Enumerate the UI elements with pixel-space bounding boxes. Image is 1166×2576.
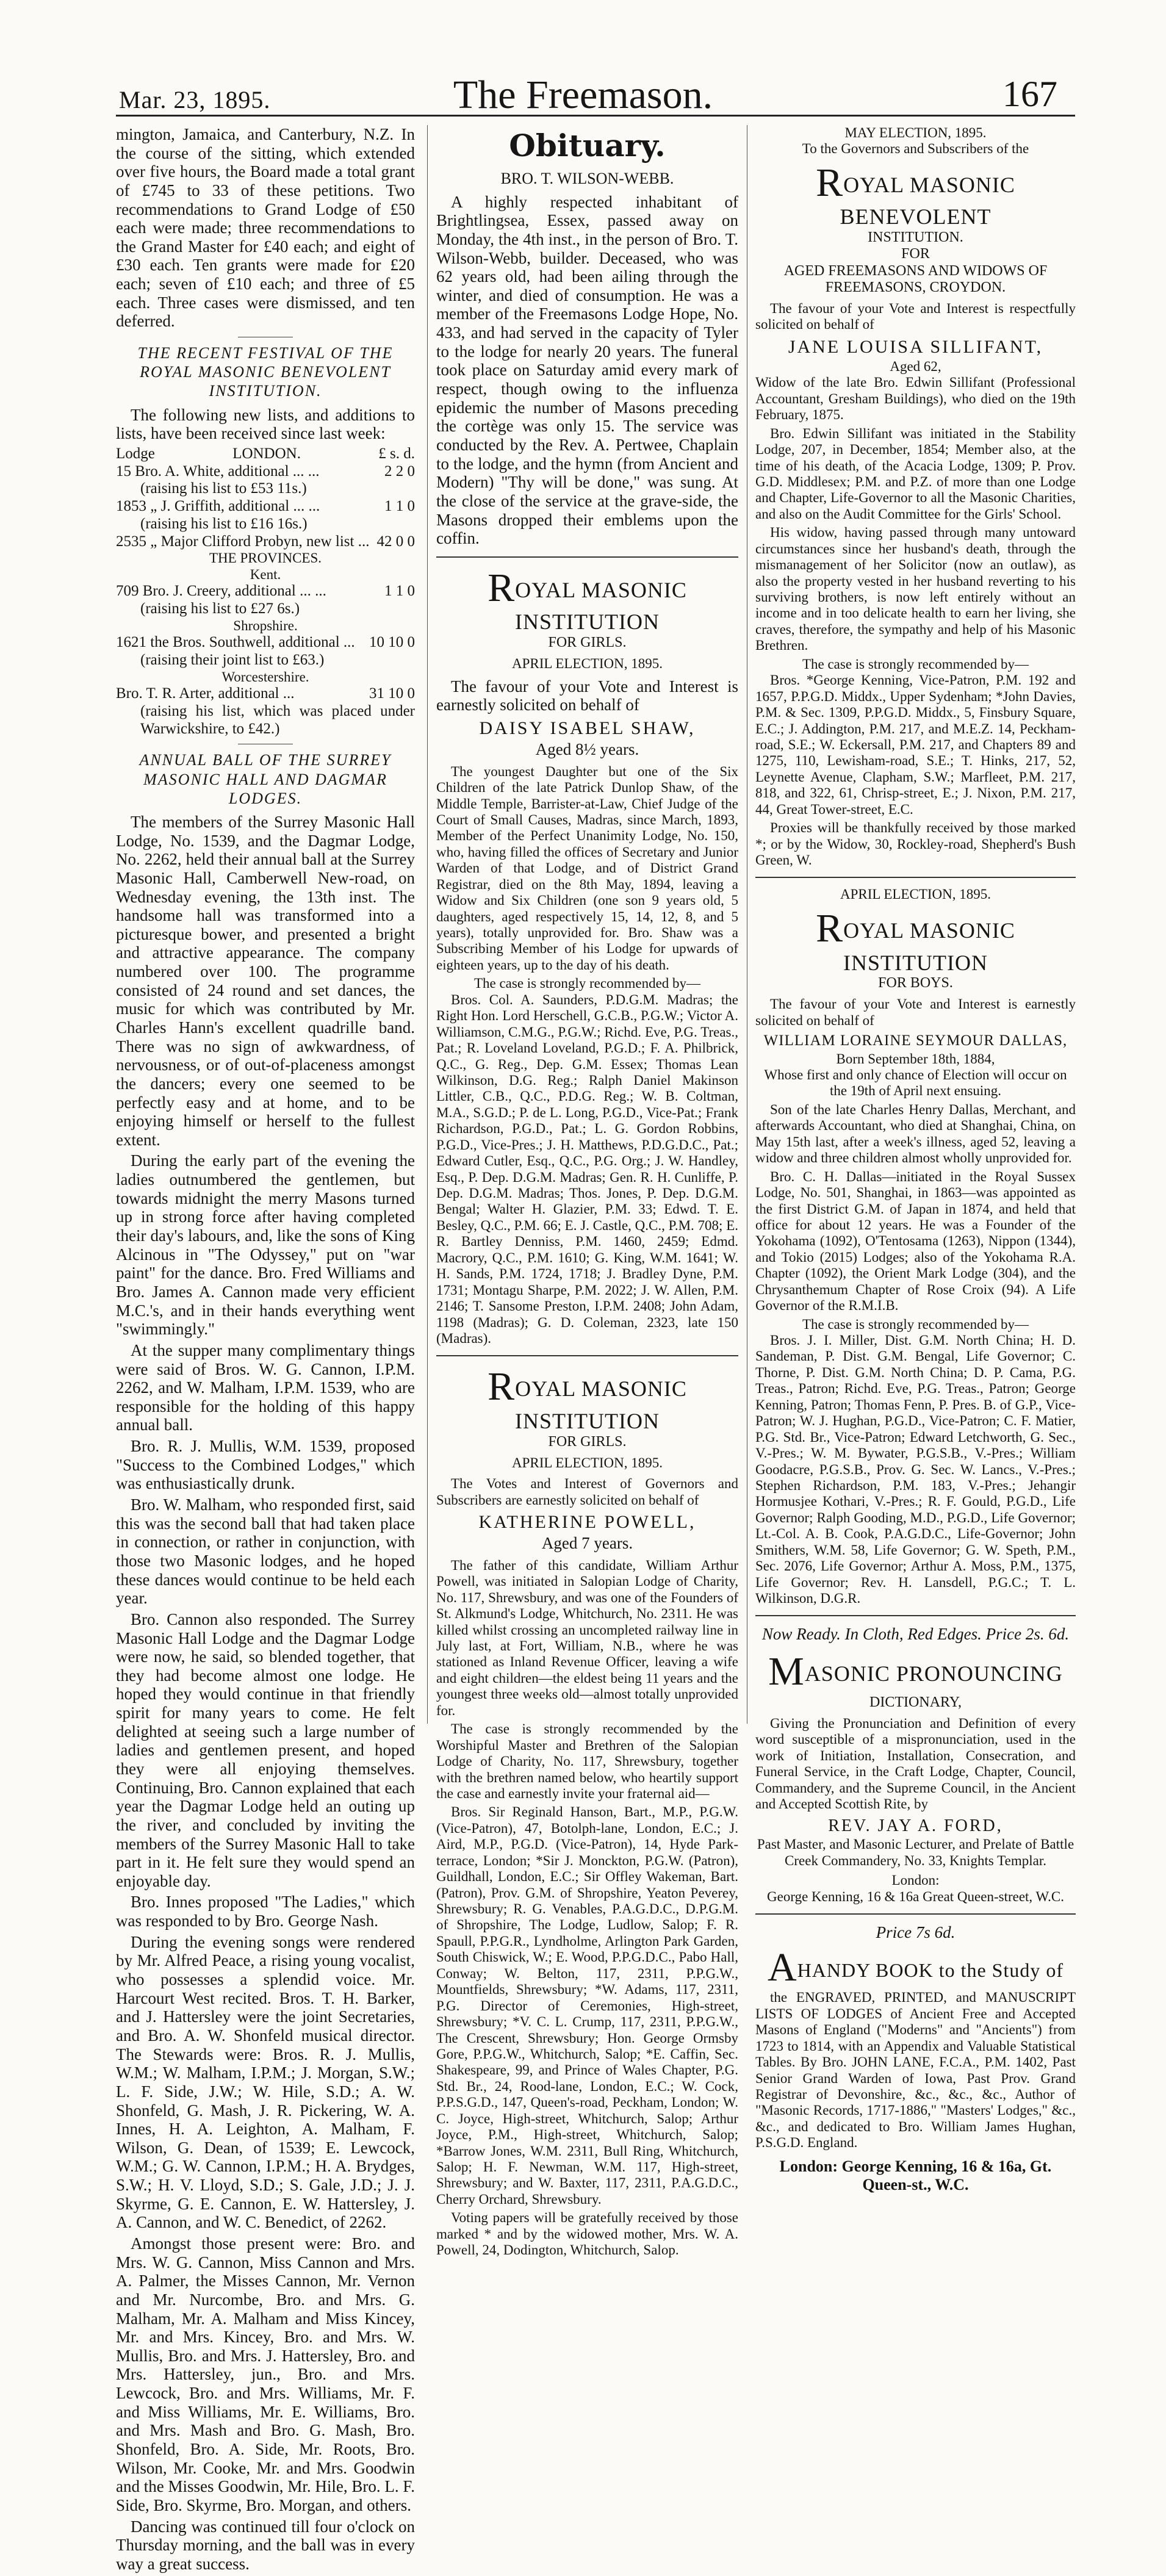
paragraph: The members of the Surrey Masonic Hall Lodge, No. 1539, and the Dagmar Lodge, No. 2262, held their annual ball at the Surrey Masonic Hall, Camberwell New-road, on Wednesday evening, the 13th inst. The handsome hall was transformed into a picturesque bower, and presented a bright and attractive appearance. The company numbered over 100. The programme consisted of 24 round and set dances, the music for which was contributed by Mr. Charles Hann's excellent quadrille band. There was no sign of awkwardness, of nervousness, or of out-of-placeness amongst the dancers; every one seemed to be perfectly easy and at home, and to be enjoying himself or herself to the fullest extent. (116, 812, 415, 1149)
election-date: APRIL ELECTION, 1895. (840, 887, 991, 902)
festival-intro: The following new lists, and additions to lists, have been received since last week: (116, 405, 415, 443)
paragraph: During the early part of the evening the ladies outnumbered the gentlemen, but towards midnight the merry Masons turned up in strong force after having completed their day's labours, and, like the sons of King Alcinous in "The Odyssey," put on "war paint" for the dance. Bro. Fred Williams and Bro. James A. Cannon made very efficient M.C.'s, and in their hands everything went "swimmingly." (116, 1151, 415, 1339)
list-entry: 1853 „ J. Griffith, additional ... ... (116, 498, 320, 515)
list-amount: 1 1 0 (384, 583, 415, 600)
paragraph: Bro. W. Malham, who responded first, said this was the second ball that had taken place in connection, or rather in conjunction, with those two Masonic lodges, and he hoped these dances would continue to be held each year. (116, 1495, 415, 1608)
paragraph: At the supper many complimentary things were said of Bros. W. G. Cannon, I.P.M. 2262, and W. Malham, I.P.M. 1539, who are responsible for the holding of this happy annual ball. (116, 1340, 415, 1434)
column-1 (116, 125, 415, 2576)
recommendation-label: The case is strongly recommended by— (802, 656, 1029, 672)
list-amount: 31 10 0 (369, 685, 415, 702)
book-availability: Now Ready. In Cloth, Red Edges. Price 2s. 6d. (761, 1625, 1070, 1644)
book-description: the ENGRAVED, PRINTED, and MANUSCRIPT LISTS OF LODGES of Ancient Free and Accepted Masons of England ("Moderns" and "Ancients") from 1723 to 1814, with an Appendix and Valuable Statistical Tables. By Bro. JOHN LANE, F.C.A., P.M. 1402, Past Senior Grand Warden of Iowa, Past Prov. Grand Registrar of Devonshire, &c., &c., &c., Author of "Masonic Records, 1717-1886," "Masters' Lodges," &c., &c., and dedicated to Bro. William James Hughan, P.S.G.D. England. (755, 1990, 1076, 2151)
advert-heading: ROYAL MASONIC INSTITUTION (488, 565, 687, 635)
election-date: APRIL ELECTION, 1895. (511, 1455, 663, 1470)
recommenders-list: Bros. Sir Reginald Hanson, Bart., M.P., P.G.W. (Vice-Patron), 47, Botolph-lane, London, E.C.; J. Aird, M.P., P.G.D. (Vice-Patron), 14, Hyde Park-terrace, London; *Sir J. Monckton, P.G.W. (Patron), Guildhall, London, E.C.; Sir Offley Wakeman, Bart. (Patron), Prov. G.M. of Shropshire, Yeaton Peverey, Shrewsbury; R. G. Venables, P.A.G.D.C., D.P.G.M. of Shropshire, The Lodge, Ludlow, Salop; F. R. Spaull, P.P.G.R., Lyndholme, Arlington Park Garden, South Chiswick, W.; E. Wood, P.P.G.D.C., Pabo Hall, Conway; W. Belton, 117, 2311, P.P.G.W., Mountfields, Shrewsbury; *W. Adams, 117, 2311, P.G. Director of Ceremonies, High-street, Shrewsbury; *V. C. L. Crump, 117, 2311, P.P.G.W., The Crescent, Shrewsbury; Hon. George Ormsby Gore, P.P.G.W., Whitchurch, Salop; *E. Caffin, Sec. Shakespeare, 99, and Prince of Wales Chapter, P.G. Std. Br., 24, Rood-lane, London, E.C.; W. Cock, P.P.S.G.D., 147, Queen's-road, Peckham, London; W. C. Joyce, High-street, Whitchurch, Salop; Arthur Joyce, P.M., High-street, Whitchurch, Salop; *Barrow Jones, W.M. 2311, Bull Ring, Whitchurch, Salop; H. F. Newman, W.M. 117, High-street, Shrewsbury; and W. Baxter, 117, 2311, P.A.G.D.C., Cherry Orchard, Shrewsbury. (436, 1804, 738, 2207)
advert-heading: AHANDY BOOK to the Study of (767, 1945, 1064, 1990)
section-label: Kent. (250, 566, 281, 582)
candidate-age: Aged 7 years. (541, 1534, 633, 1553)
ball-heading: ANNUAL BALL OF THE SURREY MASONIC HALL AND DAGMAR LODGES. (139, 751, 392, 807)
candidate-details: Bro. C. H. Dallas—initiated in the Royal Sussex Lodge, No. 501, Shanghai, in 1863—was appointed as the first District G.M. of Japan in 1874, and held that office for about 12 years. He was a Founder of the Yokohama (1092), O'Tentosama (1263), Nippon (1344), and Tokio (2015) Lodges; also of the Yokohama R.A. Chapter (1092), the Orient Mark Lodge (304), and the Chrysanthemum Chapter of Rose Croix (94). A Life Governor of the R.M.I.B. (755, 1168, 1076, 1314)
publisher-address: London: George Kenning, 16 & 16a, Gt. Queen-st., W.C. (779, 2157, 1052, 2193)
list-amount: 1 1 0 (384, 498, 415, 515)
recommenders-list: Bros. J. I. Miller, Dist. G.M. North China; H. D. Sandeman, P. Dist. G.M. Bengal, Life Governor; C. Thorne, P. Dist. G.M. North China; D. P. Cama, P.G. Treas., Patron; Richd. Eve, P.G. Treas., Patron; George Kenning, Patron; Thomas Fenn, P. Pres. B. of G.P., Vice-Patron; W. J. Hughan, P.G.D., Vice-Patron; C. F. Matier, P.G. Std. Br., Vice-Patron; Edward Letchworth, G. Sec., V.-Pres.; W. M. Bywater, P.G.S.B., V.-Pres.; William Goodacre, P.G.S.B., Prov. G. Sec. W. Lancs., V.-Pres.; Stephen Richardson, P.M. 183, V.-Pres.; Jehangir Hormusjee Kothari, V.-Pres.; R. F. Gould, P.G.D., Life Governor; Ralph Gooding, M.D., P.G.D., Life Governor; Lt.-Col. A. B. Cook, P.A.G.D.C., Life-Governor; John Smithers, W.M. 58, Life Governor; G. W. Speth, P.M., Sec. 2076, Life Governor; Arthur A. Moss, P.M., 1375, Life Governor; Rev. H. Lansdell, P.G.C.; T. L. Wilkinson, D.G.R. (755, 1333, 1076, 1606)
list-header: Lodge LONDON. £ s. d. (116, 445, 415, 462)
article-continuation: mington, Jamaica, and Canterbury, N.Z. In the course of the sitting, which extended over five hours, the Board made a total grant of £745 to 33 of these petitions. Two recommendations to Grand Lodge of £50 each were made; three recommendations to the Grand Master for £40 each; and eight of £30 each. Ten grants were made for £20 each; seven of £10 each; and three of £5 each. Three cases were dismissed, and ten deferred. (116, 125, 415, 331)
divider (436, 1355, 738, 1356)
advert-subheading: FOR GIRLS. (548, 1433, 627, 1450)
page-number: 167 (1002, 74, 1057, 114)
advert-subheading: DICTIONARY, (869, 1694, 962, 1710)
publisher-label: London: (891, 1873, 940, 1888)
candidate-details: Son of the late Charles Henry Dallas, Merchant, and afterwards Accountant, who died at Shanghai, China, on May 15th last, after a week's illness, aged 52, leaving a widow and three children almost wholly unprovided for. (755, 1101, 1076, 1166)
paragraph: Bro. R. J. Mullis, W.M. 1539, proposed "Success to the Combined Lodges," which was enthusiastically drunk. (116, 1437, 415, 1493)
candidate-name: WILLIAM LORAINE SEYMOUR DALLAS, (763, 1032, 1068, 1049)
column-2 (436, 125, 738, 2261)
candidate-details: Bro. Edwin Sillifant was initiated in the Stability Lodge, 207, in December, 1854; Member also, at the time of his death, of the Acacia Lodge, 1309; P. Prov. G.D. Middlesex; P.M. and P.Z. of more than one Lodge and Chapter, Life-Governor to all the Masonic Charities, and also on the Audit Committee for the Girls' School. (755, 425, 1076, 522)
proxies-note: Proxies will be thankfully received by those marked *; or by the Widow, 30, Rockley-road, Shepherd's Bush Green, W. (755, 820, 1076, 868)
candidate-age: Aged 8½ years. (535, 740, 639, 758)
advert-subheading: FOR (901, 246, 930, 262)
book-author: REV. JAY A. FORD, (828, 1816, 1003, 1835)
list-amount: 42 0 0 (376, 533, 415, 550)
obituary-text: A highly respected inhabitant of Brightlingsea, Essex, passed away on Monday, the 4th inst., in the person of Bro. T. Wilson-Webb, builder. Deceased, who was 62 years old, had been ailing through the winter, and died of consumption. He was a member of the Freemasons Lodge Hope, No. 433, and had served in the capacity of Tyler to the lodge for nearly 20 years. The funeral took place on Saturday amid every mark of respect, though owing to the influenza epidemic the number of Masons preceding the cortège was only 15. The service was conducted by the Rev. A. Pertwee, Chaplain to the lodge, and the hymn (from Ancient and Modern) "Thy will be done," was sung. At the close of the service at the grave-side, the Masons dropped their emblems upon the coffin. (436, 192, 738, 548)
appeal-text: The favour of your Vote and Interest is earnestly solicited on behalf of (436, 677, 738, 714)
newspaper-title: The Freemason. (453, 73, 713, 117)
candidate-age: Aged 62, (890, 358, 941, 374)
voting-note: Voting papers will be gratefully received by those marked * and by the widowed mother, Mrs. W. A. Powell, 24, Dodington, Whitchurch, Salop. (436, 2210, 738, 2258)
list-amount: 2 2 0 (384, 462, 415, 480)
advert-subheading: FOR GIRLS. (548, 635, 627, 650)
list-entry: (raising his list, which was placed under Warwickshire, to £42.) (140, 702, 415, 737)
advert-heading: ROYAL MASONIC BENEVOLENT (816, 160, 1015, 229)
candidate-name: JANE LOUISA SILLIFANT, (788, 336, 1043, 357)
masthead-rule (116, 115, 1075, 117)
divider (755, 1913, 1076, 1915)
obituary-name: BRO. T. WILSON-WEBB. (500, 169, 674, 187)
election-date: APRIL ELECTION, 1895. (511, 656, 663, 672)
column-3 (755, 125, 1076, 2193)
advert-heading: ROYAL MASONIC INSTITUTION (488, 1364, 687, 1433)
candidate-details: Widow of the late Bro. Edwin Sillifant (Professional Accountant, Gresham Buildings), who died on the 19th February, 1875. (755, 375, 1076, 423)
paragraph: During the evening songs were rendered by Mr. Alfred Peace, a rising young vocalist, who possesses a splendid voice. Mr. Harcourt West recited. Bros. T. H. Barker, and J. Hattersley were the joint Secretaries, and Bro. A. W. Shonfeld musical director. The Stewards were: Bros. R. J. Mullis, W.M.; W. Malham, I.P.M.; J. Morgan, S.W.; L. F. Side, J.W.; W. Hile, S.D.; A. W. Shonfeld, G. Mash, J. R. Pickering, W. A. Innes, H. A. Leighton, A. Malham, F. Wilson, G. Dean, of 1539; E. Lewcock, W.M.; G. W. Cannon, I.P.M.; H. A. Brydges, S.W.; H. V. Lloyd, S.D.; S. Gale, J.D.; J. J. Skyrme, G. E. Cannon, E. W. Hattersley, J. A. Cannon, and W. C. Benedict, of 2262. (116, 1932, 415, 2232)
list-entry: (raising his list to £53 11s.) (140, 480, 307, 497)
divider (755, 1615, 1076, 1616)
section-label: Shropshire. (233, 617, 298, 633)
paragraph: Bro. Cannon also responded. The Surrey Masonic Hall Lodge and the Dagmar Lodge were now, he said, so blended together, that they had become almost one lodge. He hoped they would continue in that friendly spirit for many years to come. He felt delighted at seeing such a large number of ladies and gentlemen present, and hoped they were all enjoying themselves. Continuing, Bro. Cannon explained that each year the Dagmar Lodge held an outing up the river, and concluded by inviting the members of the Surrey Masonic Hall to take part in it. He felt sure they would spend an enjoyable day. (116, 1610, 415, 1890)
section-label: Worcestershire. (221, 669, 309, 685)
recommenders-list: Bros. Col. A. Saunders, P.D.G.M. Madras; the Right Hon. Lord Herschell, G.C.B., P.G.W.; Victor A. Williamson, C.M.G., P.G.W.; Richd. Eve, P.G. Treas., Pat.; R. Loveland Loveland, P.G.D.; F. A. Philbrick, Q.C., G. Reg., Dep. G.M. Essex; Thomas Lean Wilkinson, D.G. Reg.; Ralph Daniel Makinson Littler, C.B., Q.C., P.D.G. Reg.; W. B. Coltman, M.A., S.G.D.; P. de L. Long, P.G.D., Vice-Pat.; Frank Richardson, P.G.D., Pat.; L. G. Gordon Robbins, P.G.D., Vice-Pres.; J. H. Matthews, P.D.G.D.C., Pat.; Edward Cutler, Esq., Q.C., P.G. Org.; J. W. Handley, Esq., P. Dep. D.G.M. Madras; Gen. R. H. Cunliffe, P. Dep. D.G.M. Madras; Thos. Jones, P. Dep. D.G.M. Bengal; Walter H. Glazier, P.M. 33; Edwd. T. E. Besley, Q.C., P.M. 66; E. J. Castle, Q.C., P.M. 708; E. R. Bartley Denniss, P.M. 1460, 2459; Edmd. Macrory, Q.C., P.M. 1610; G. King, W.M. 1641; W. H. Sands, P.M. 1724, 1718; J. Bradley Dyne, P.M. 1731; Montagu Sharpe, P.M. 2022; J. W. Allen, P.M. 2146; T. Sansome Preston, I.P.M. 2408; John Adam, 1198 (Madras); G. D. Coleman, 2323, late 150 (Madras). (436, 991, 738, 1346)
election-note: Whose first and only chance of Election will occur on the 19th of April next ensuing. (764, 1067, 1067, 1099)
list-entry: 15 Bro. A. White, additional ... ... (116, 462, 320, 480)
address-line: To the Governors and Subscribers of the (802, 141, 1029, 157)
book-price: Price 7s 6d. (876, 1923, 955, 1942)
recommendation-text: The case is strongly recommended by the Worshipful Master and Brethren of the Salopian Lodge of Charity, No. 117, Shrewsbury, together with the brethren named below, who heartily support the case and earnestly invite your fraternal aid— (436, 1721, 738, 1801)
appeal-text: The favour of your Vote and Interest is earnestly solicited on behalf of (755, 996, 1076, 1028)
publisher-address: George Kenning, 16 & 16a Great Queen-street, W.C. (767, 1888, 1064, 1904)
recommendation-label: The case is strongly recommended by— (473, 976, 701, 991)
section-label: THE PROVINCES. (209, 550, 322, 566)
festival-heading: THE RECENT FESTIVAL OF THE ROYAL MASONIC BENEVOLENT INSTITUTION. (137, 344, 394, 400)
candidate-details: The father of this candidate, William Arthur Powell, was initiated in Salopian Lodge of Charity, No. 117, Shrewsbury, and was one of the Founders of St. Alkmund's Lodge, Whitchurch, No. 2311. He was killed whilst crossing an uncompleted railway line in July last, at Fort, William, N.B., where he was stationed as Inland Revenue Officer, leaving a wife and eight children—the eldest being 11 years and the youngest three weeks old—almost totally unprovided for. (436, 1557, 738, 1718)
recommendation-label: The case is strongly recommended by— (802, 1316, 1029, 1332)
candidate-details: His widow, having passed through many untoward circumstances since her husband's death, through the mismanagement of her Solicitor (now an outlaw), as also the property vested in her husband reverting to his surviving brothers, is now left entirely without an income and in too delicate health to earn her living, she craves, therefore, the sympathy and help of his Masonic Brethren. (755, 525, 1076, 653)
candidate-name: KATHERINE POWELL, (478, 1512, 696, 1533)
list-entry: 709 Bro. J. Creery, additional ... ... (116, 583, 326, 600)
advert-subheading: AGED FREEMASONS AND WIDOWS OF FREEMASONS, CROYDON. (783, 262, 1048, 295)
advert-heading: MASONIC PRONOUNCING (768, 1649, 1063, 1694)
advert-heading: ROYAL MASONIC INSTITUTION (816, 905, 1015, 975)
list-entry: (raising his list to £16 16s.) (140, 515, 308, 532)
appeal-text: The favour of your Vote and Interest is respectfully solicited on behalf of (755, 301, 1076, 333)
obituary-heading: Obituary. (509, 128, 666, 164)
candidate-name: DAISY ISABEL SHAW, (479, 718, 696, 738)
book-description: Giving the Pronunciation and Definition of every word susceptible of a mispronunciation, used in the work of Initiation, Installation, Consecration, and Funeral Service, in the Craft Lodge, Chapter, Council, Commandery, and the Supreme Council, in the Ancient and Accepted Scottish Rite, by (755, 1715, 1076, 1812)
issue-date: Mar. 23, 1895. (119, 86, 271, 113)
advert-subheading: INSTITUTION. (868, 229, 963, 246)
author-description: Past Master, and Masonic Lecturer, and Prelate of Battle Creek Commandery, No. 33, Knights Templar. (757, 1837, 1074, 1868)
paragraph: Bro. Innes proposed "The Ladies," which was responded to by Bro. George Nash. (116, 1893, 415, 1930)
list-entry: (raising his list to £27 6s.) (140, 600, 300, 617)
list-entry: (raising their joint list to £63.) (140, 651, 325, 668)
paragraph: Dancing was continued till four o'clock on Thursday morning, and the ball was in every way a great success. (116, 2517, 415, 2573)
candidate-birth: Born September 18th, 1884, (836, 1051, 995, 1067)
column-divider (427, 125, 428, 1724)
list-entry: 1621 the Bros. Southwell, additional ... (116, 634, 355, 651)
list-entry: 2535 „ Major Clifford Probyn, new list ... (116, 533, 370, 550)
paragraph: Amongst those present were: Bro. and Mrs. W. G. Cannon, Miss Cannon and Mrs. A. Palmer, the Misses Cannon, Mr. Vernon and Mr. Nurcombe, Bro. and Mrs. G. Malham, Mr. A. Malham and Miss Kincey, Mr. and Mrs. Kincey, Bro. and Mrs. W. Mullis, Bro. and Mrs. J. Hattersley, Bro. and Mrs. Hattersley, jun., Bro. and Mrs. Lewcock, Bro. and Mrs. Williams, Mr. F. and Miss Williams, Mr. E. Williams, Bro. and Mrs. Mash and Bro. G. Mash, Bro. Shonfeld, Bro. A. Side, Mr. Roots, Bro. Wilson, Mr. Cooke, Mr. and Mrs. Goodwin and the Misses Goodwin, Mr. Hile, Bro. L. F. Side, Bro. Skyrme, Bro. Morgan, and others. (116, 2234, 415, 2514)
appeal-text: The Votes and Interest of Governors and Subscribers are earnestly solicited on behalf of (436, 1476, 738, 1508)
advert-subheading: FOR BOYS. (878, 975, 953, 991)
list-amount: 10 10 0 (369, 634, 415, 651)
list-entry: Bro. T. R. Arter, additional ... (116, 685, 295, 702)
masthead (0, 0, 1166, 117)
divider (436, 556, 738, 558)
divider (755, 877, 1076, 878)
election-date: MAY ELECTION, 1895. (844, 125, 987, 140)
recommenders-list: Bros. *George Kenning, Vice-Patron, P.M. 192 and 1657, P.P.G.D. Middx., Upper Sydenham; *John Davies, P.M. & Sec. 1309, P.P.G.D. Middx., 5, Finsbury Square, E.C.; J. Addington, P.M. 217, and M.E.Z. 14, Peckham-road, S.E.; W. Eckersall, P.M. 217, and Chapters 89 and 1275, 110, Lewisham-road, S.E.; T. Hinks, 217, 52, Leynette Avenue, Clapham, S.W.; Marfleet, P.M. 217, 818, and 322, 61, Chrisp-street, E.; J. Nixon, P.M. 217, 44, Great Tower-street, E.C. (755, 672, 1076, 817)
candidate-details: The youngest Daughter but one of the Six Children of the late Patrick Dunlop Shaw, of the Middle Temple, Barrister-at-Law, Chief Judge of the Court of Small Causes, Madras, since March, 1893, Member of the Perfect Unanimity Lodge, No. 150, who, having filled the offices of Secretary and Junior Warden of that Lodge, and of District Grand Registrar, died on the 8th May, 1894, leaving a Widow and Six Children (one son 9 years old, 5 daughters, aged respectively 15, 14, 12, 8, and 5 years), totally unprovided for. Bro. Shaw was a Subscribing Member of his Lodge for upwards of eighteen years, up to the day of his death. (436, 763, 738, 973)
